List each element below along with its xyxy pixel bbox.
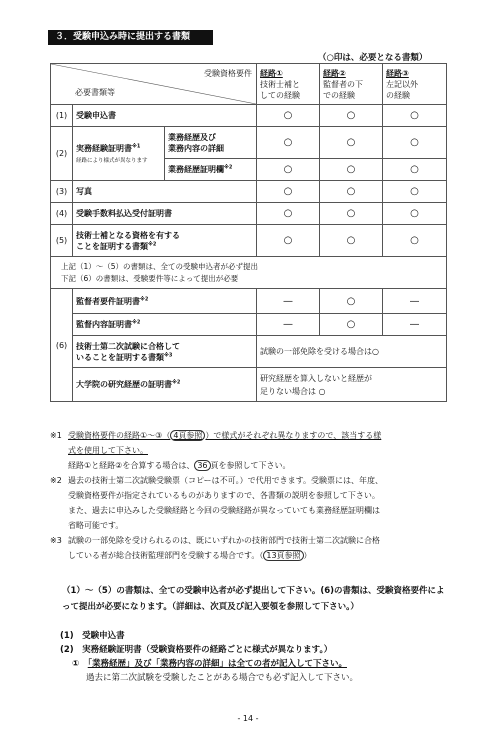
header-diagonal-cell [51, 64, 257, 105]
table-row: (4) 受験手数料払込受付証明書 ○ ○ ○ [51, 203, 447, 225]
info-row: 上記（1）～（5）の書類は、全ての受験申込者が必ず提出 下記（6）の書類は、受験要件等によって提出が必要 [51, 257, 447, 289]
route3-header: 経路③ 左記以外 の経験 [383, 64, 447, 105]
footnote-1: ※1 受験資格要件の経路①～③（ 4頁参照 ）で様式がそれぞれ異なりますので、該当する様 [50, 431, 382, 440]
table-row: (3) 写真 ○ ○ ○ [51, 181, 447, 203]
header-requirement-label: 受験資格要件 [204, 69, 253, 78]
section-heading: ３．受験申込み時に提出する書類 [48, 30, 213, 45]
table-row: 技術士第二次試験に合格して いることを証明する書類$^{※3}$ 試験の一部免除を受ける場合は○ [51, 336, 447, 368]
table-row: (2) 実務経験証明書$^{※1}$ 経路により様式が異なります 業務経歴及び 業務内容の詳細 ○ ○ ○ [51, 127, 447, 159]
route2-header: 経路② 監督者の下 での経験 [320, 64, 383, 105]
list-item: ① 「業務経歴」及び「業務内容の詳細」は全ての者が記入して下さい。 [72, 659, 347, 669]
work-experience-certificate: 実務経験証明書$^{※1}$ 経路により様式が異なります [73, 127, 165, 181]
table-header-row [51, 64, 447, 105]
table-row: (5) 技術士補となる資格を有する ことを証明する書類$^{※2}$ ○ ○ ○ [51, 225, 447, 257]
table-row: 監督内容証明書$^{※2}$ — ○ — [51, 314, 447, 336]
list-item: 過去に第二次試験を受験したことがある場合でも必ず記入して下さい。 [86, 673, 359, 683]
legend-note: （○印は、必要となる書類） [318, 53, 428, 63]
table-row: 大学院の研究経歴の証明書$^{※2}$ 研究経歴を算入しないと経歴が 足りない場合は ○ [51, 368, 447, 402]
footnote-2: ※2 過去の技術士第二次試験受験票（コピーは不可。）で代用できます。受験票には、年度、 [50, 476, 384, 485]
list-item: (1) 受験申込書 [60, 631, 125, 641]
summary-paragraph: （1）～（5）の書類は、全ての受験申込者が必ず提出して下さい。(6)の書類は、受験資格要件によって提出が必要になります。（詳細は、次頁及び記入要領を参照して下さい。） [62, 586, 445, 612]
page-number: - 14 - [237, 714, 259, 723]
table-row: 業務経歴証明欄$^{※2}$ ○ ○ ○ [51, 159, 447, 181]
header-documents-label: 必要書類等 [75, 88, 115, 97]
documents-table [50, 63, 447, 402]
footnotes: ※1 受験資格要件の経路①～③（ 4頁参照 ）で様式がそれぞれ異なりますので、該当する様 式を使用して下さい。 経路①と経路②を合算する場合は、 36 頁を参照して下さい。 ※2 過去の技術士第二次試験受験票（コピーは不可。）で代用できます。受験票には、年度、 受験資格要件が指定されているものがありますので、各書類の説明を参照して下さい。 また、過去に申込みした受験経路と今回の受験経路が異なっていても業務経歴証明欄は 省略可能です。 ※3 試験の一部免除を受けられるのは、既にいずれかの技術部門で技術士第二次試験に合格 している者が総合技術監理部門を受験する場合です。（ 13頁参照 ） [50, 428, 450, 563]
table-row: (6) 監督者要件証明書$^{※2}$ — ○ — [51, 289, 447, 314]
route1-header: 経路① 技術士補と しての経験 [257, 64, 320, 105]
document-list [60, 629, 450, 685]
footnote-3: ※3 試験の一部免除を受けられるのは、既にいずれかの技術部門で技術士第二次試験に合格 [50, 536, 380, 545]
table-row: (1) 受験申込書 ○ ○ ○ [51, 105, 447, 127]
list-item: (2) 実務経験証明書（受験資格要件の経路ごとに様式が異なります。） [60, 645, 333, 655]
